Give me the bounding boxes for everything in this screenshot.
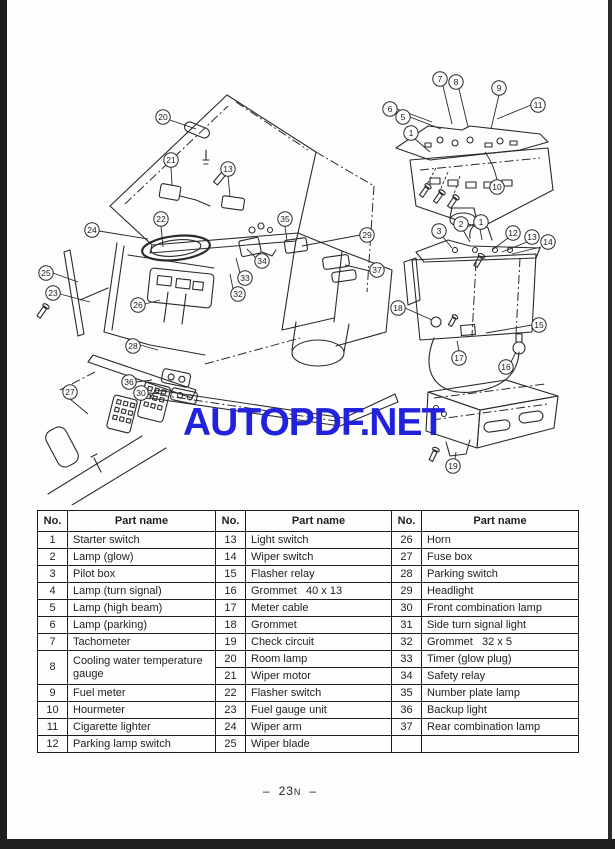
callout-marker [383,102,397,116]
callout-number: 14 [543,237,553,247]
callout-marker [221,162,235,176]
callout-marker [499,360,513,374]
callout-number: 26 [133,300,143,310]
part-no-cell: 13 [216,532,246,549]
part-name-cell: Wiper arm [246,719,392,736]
callout-number: 37 [372,265,382,275]
table-row [38,600,579,617]
part-name-cell: Hourmeter [68,702,216,719]
callout-number: 36 [124,377,134,387]
callout-number: 17 [454,353,464,363]
part-no-cell: 8 [38,651,68,685]
callout-number: 3 [436,226,442,236]
part-name-cell: Lamp (high beam) [68,600,216,617]
table-row [38,702,579,719]
table-row [38,634,579,651]
part-name-cell: Parking lamp switch [68,736,216,753]
part-name-cell: Starter switch [68,532,216,549]
part-name-cell: Fuse box [422,549,579,566]
part-no-cell: 5 [38,600,68,617]
callout-marker [255,254,269,268]
part-no-cell: 4 [38,583,68,600]
col-header-no: No. [216,511,246,532]
callout-marker [396,110,410,124]
part-name-cell: Horn [422,532,579,549]
part-name-cell: Grommet 32 x 5 [422,634,579,651]
callout-marker [131,298,145,312]
table-row [38,651,579,668]
callout-number: 22 [156,214,166,224]
part-no-cell: 19 [216,634,246,651]
page-number [0,784,580,798]
part-name-cell: Timer (glow plug) [422,651,579,668]
part-no-cell [392,736,422,753]
part-no-cell: 6 [38,617,68,634]
part-no-cell: 7 [38,634,68,651]
footer-dash-right: – [309,784,318,798]
callout-marker [432,224,446,238]
callout-number: 24 [87,225,97,235]
part-name-cell: Pilot box [68,566,216,583]
callout-marker [156,110,170,124]
callout-marker [490,180,504,194]
watermark: AUTOPDF.NET [183,401,445,444]
part-name-cell: Fuel gauge unit [246,702,392,719]
callout-number: 35 [280,214,290,224]
part-no-cell: 11 [38,719,68,736]
callout-marker [541,235,555,249]
part-name-cell: Grommet [246,617,392,634]
callout-marker [532,318,546,332]
callout-number: 28 [128,341,138,351]
part-name-cell: Meter cable [246,600,392,617]
callout-marker [46,286,60,300]
part-no-cell: 34 [392,668,422,685]
callouts-panel-top [383,72,545,194]
part-name-cell: Backup light [422,702,579,719]
callout-marker [63,385,77,399]
part-name-cell: Room lamp [246,651,392,668]
callout-marker [126,339,140,353]
col-header-part-name: Part name [422,511,579,532]
part-no-cell: 24 [216,719,246,736]
callout-number: 1 [478,217,484,227]
callout-marker [506,226,520,240]
part-no-cell: 22 [216,685,246,702]
callout-number: 21 [166,155,176,165]
part-name-cell: Parking switch [422,566,579,583]
callout-number: 19 [448,461,458,471]
callout-number: 8 [453,77,459,87]
parts-table [37,510,579,753]
part-no-cell: 15 [216,566,246,583]
callout-marker [433,72,447,86]
col-header-part-name: Part name [68,511,216,532]
instrument-panel-rear-view [404,224,541,392]
callout-marker [231,287,245,301]
part-no-cell: 35 [392,685,422,702]
callout-marker [370,263,384,277]
part-no-cell: 21 [216,668,246,685]
part-no-cell: 1 [38,532,68,549]
callout-number: 34 [257,256,267,266]
callout-marker [449,75,463,89]
part-name-cell: Lamp (parking) [68,617,216,634]
part-name-cell: Light switch [246,532,392,549]
callout-marker [391,301,405,315]
leader-lines-main [53,120,370,414]
part-no-cell: 31 [392,617,422,634]
callout-marker [238,271,252,285]
table-row [38,566,579,583]
part-name-cell: Lamp (glow) [68,549,216,566]
callout-marker [278,212,292,226]
footer-number-suffix: N [293,787,302,797]
table-row [38,719,579,736]
callout-number: 13 [527,232,537,242]
part-name-cell: Wiper motor [246,668,392,685]
part-no-cell: 18 [216,617,246,634]
part-no-cell: 36 [392,702,422,719]
scan-edge-bottom [0,839,615,849]
callout-number: 12 [508,228,518,238]
table-row [38,583,579,600]
part-no-cell: 32 [392,634,422,651]
table-header-row [38,511,579,532]
callout-number: 1 [408,128,414,138]
part-no-cell: 28 [392,566,422,583]
callout-number: 30 [136,388,146,398]
callout-marker [360,228,374,242]
callout-number: 13 [223,164,233,174]
callout-number: 5 [400,112,406,122]
callout-number: 27 [65,387,75,397]
part-no-cell: 20 [216,651,246,668]
callout-marker [492,81,506,95]
callout-number: 16 [501,362,511,372]
callout-marker [164,153,178,167]
part-name-cell: Cooling water temperature gauge [68,651,216,685]
part-no-cell: 2 [38,549,68,566]
callout-number: 6 [387,104,393,114]
part-no-cell: 25 [216,736,246,753]
part-no-cell: 33 [392,651,422,668]
part-name-cell: Rear combination lamp [422,719,579,736]
part-name-cell: Fuel meter [68,685,216,702]
callout-marker [454,217,468,231]
footer-number: 23 [278,784,294,798]
part-name-cell: Tachometer [68,634,216,651]
part-name-cell: Safety relay [422,668,579,685]
callout-number: 23 [48,288,58,298]
part-no-cell: 14 [216,549,246,566]
col-header-no: No. [38,511,68,532]
callout-marker [474,215,488,229]
callout-marker [531,98,545,112]
part-no-cell: 3 [38,566,68,583]
part-name-cell: Wiper switch [246,549,392,566]
callout-number: 7 [437,74,443,84]
part-name-cell: Flasher relay [246,566,392,583]
check-circuit-box-view [426,380,558,462]
callout-number: 20 [158,112,168,122]
part-no-cell: 10 [38,702,68,719]
callout-number: 25 [41,268,51,278]
part-no-cell: 16 [216,583,246,600]
part-name-cell: Lamp (turn signal) [68,583,216,600]
callout-marker [452,351,466,365]
part-name-cell: Side turn signal light [422,617,579,634]
callout-marker [134,386,148,400]
footer-dash-left: – [262,784,271,798]
callout-marker [122,375,136,389]
table-row [38,685,579,702]
callout-number: 29 [362,230,372,240]
part-name-cell: Wiper blade [246,736,392,753]
part-name-cell: Grommet 40 x 13 [246,583,392,600]
part-no-cell: 17 [216,600,246,617]
callout-number: 32 [233,289,243,299]
callout-number: 9 [496,83,502,93]
part-no-cell: 37 [392,719,422,736]
callout-marker [404,126,418,140]
part-name-cell: Cigarette lighter [68,719,216,736]
callout-number: 10 [492,182,502,192]
col-header-part-name: Part name [246,511,392,532]
table-row [38,532,579,549]
callout-number: 33 [240,273,250,283]
callouts-main [39,110,384,400]
callout-marker [85,223,99,237]
callout-number: 15 [534,320,544,330]
callout-marker [446,459,460,473]
callout-number: 11 [533,100,543,110]
table-row [38,736,579,753]
table-row [38,617,579,634]
part-no-cell: 29 [392,583,422,600]
part-name-cell: Front combination lamp [422,600,579,617]
callout-number: 18 [393,303,403,313]
part-no-cell: 12 [38,736,68,753]
part-name-cell: Headlight [422,583,579,600]
callout-marker [39,266,53,280]
part-name-cell: Number plate lamp [422,685,579,702]
col-header-no: No. [392,511,422,532]
part-no-cell: 30 [392,600,422,617]
table-row [38,549,579,566]
part-name-cell: Flasher switch [246,685,392,702]
part-name-cell: Check circuit [246,634,392,651]
callout-number: 2 [458,219,464,229]
part-no-cell: 27 [392,549,422,566]
callouts-check-unit [446,459,460,473]
part-no-cell: 23 [216,702,246,719]
callout-marker [154,212,168,226]
part-no-cell: 9 [38,685,68,702]
callout-marker [525,230,539,244]
part-name-cell [422,736,579,753]
part-no-cell: 26 [392,532,422,549]
